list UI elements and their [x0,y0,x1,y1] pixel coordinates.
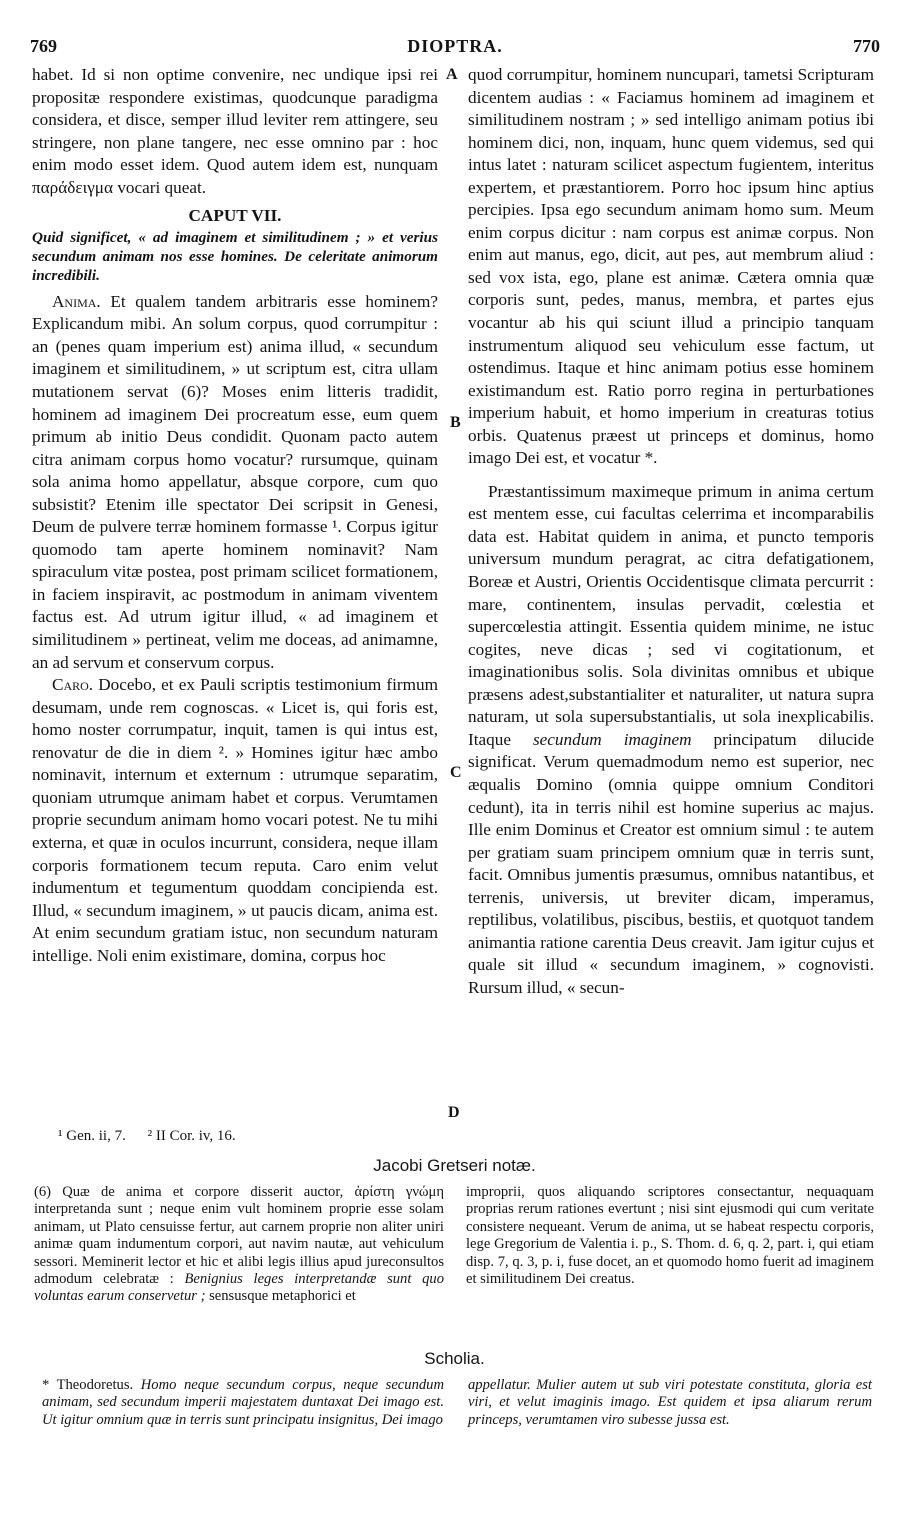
page-number-left: 769 [30,36,57,56]
scholia-right-text: appellatur. Mulier autem ut sub viri potestate constituta, gloria est viri, et velut imaginis imago. Est quidem et ipsa aliarum rerum princeps, verumtamen viro subesse jussa est. [468,1377,872,1428]
margin-letter-d: D [448,1104,460,1121]
notes-right-text: improprii, quos aliquando scriptores consectantur, nequaquam proprias rerum rationes evertunt ; nisi sint ejusmodi qui cum veritate consistere nequeant. Verum de anima, ut se habeat respectu corporis, lege Gregorium de Valentia i. p., S. Thom. d. 6, q. 2, part. i, qui etiam disp. 7, q. 3, p. i, fuse docet, an et quomodo homo fuerit ad imaginem et similitudinem Dei creatus. [466,1184,874,1288]
left-paragraph-1: habet. Id si non optime convenire, nec undique ipsi rei propositæ respondere existimas, quodcunque paradigma considera, et disce, semper illud leviter rem attingere, seu stringere, non plane tangere, nec esse omnino par : hoc enim modo esset idem. Quod autem idem est, nunquam παράδειγμα vocari queat. [32,65,438,197]
scholia-right-column [468,1377,872,1429]
right-column [468,64,874,999]
left-paragraph-3-text: Docebo, et ex Pauli scriptis testimonium firmum desumam, unde rem cognoscas. « Licet is, qui foris est, homo noster corrumpatur, inquit, tamen is qui intus est, renovatur de die in diem ². » Homines igitur hæc ambo nominavit, internum et externum : utrumque separatim, quoniam utrumque animam habet et corpus. Verumtamen proprie secundum animam homo vocari potest. Ne tu mihi externa, et quæ in oculos incurrunt, considera, neque illam corporis formationem tecum reputa. Caro enim velut indumentum et tegumentum quoddam concipienda est. Illud, « secundum imaginem, » ut paucis dicam, anima est. At enim secundum gratiam istuc, non secundum naturam intellige. Noli enim existimare, domina, corpus hoc [32,675,438,965]
notes-left-end: sensusque metaphorici et [205,1288,356,1305]
margin-letter-b: B [450,414,461,431]
scholia-left-body: Homo neque secundum corpus, neque secundum animam, sed secundum imperii majestatem duntaxat Dei imago est. Ut igitur omnium quæ in terris sunt principatu insignitus, Dei imago [42,1377,444,1428]
running-title: DIOPTRA. [407,36,503,56]
right-paragraph-2a: Præstantissimum maximeque primum in anima certum est mentem esse, cui facultas celerrima et incomparabilis data est. Habitat quidem in anima, et puncto temporis universum mundum peragrat, ac citra defatigationem, Boreæ et Austri, Orientis Occidentisque climata percurrit : mare, continentem, insulas pervadit, cœlestia et supercœlestia attingit. Essentia quidem minime, ne istuc cogites, neve dicas ; sed vi cogitationum, et imaginationibus solis. Sola divinitas omnibus et ubique præsens adest,substantialiter et naturaliter, ut natura supra naturam, ut sola supersubstantialis, ut sola inexplicabilis. Itaque [468,481,874,749]
left-column [32,64,438,967]
chapter-title: CAPUT VII. [188,206,282,226]
scholia-left-lead: * Theodoretus. [42,1377,141,1393]
notes-left-column [34,1184,444,1306]
right-paragraph-1: quod corrumpitur, hominem nuncupari, tametsi Scripturam dicentem audias : « Faciamus hominem ad imaginem et similitudinem nostram ; » sed intelligo animam potius ibi hominem dici, non, inquam, hunc quem videmus, sed qui intus latet : naturam scilicet aspectum fugientem, interitus expertem, et præstantiorem. Porro hoc ipsum hinc aptius percipies. Ipsa ego secundum animam homo sum. Meum enim corpus dicitur : nam corpus est animæ corpus. Non enim aut manus, ego, dicit, aut pes, aut membrum aliud : sed vox ista, ego, plane est animæ. Cætera omnia quæ corporis sunt, pedes, manus, membra, et partes ejus vocantur ab his qui sciunt illud a principio tanquam instrumentum aliquod seu vehiculum esse factum, ut ostendimus. Itaque et hinc animam potius esse hominem existimandum est. Ratio porro regina in perturbationes imperium habuit, et homo imperium in creaturas totius orbis. Quatenus præest ut princeps et dominus, homo imago Dei est, et vocatur *. [468,65,874,468]
right-paragraph-2 [468,481,874,1000]
chapter-subtitle: Quid significet, « ad imaginem et similitudinem ; » et verius secundum animam nos esse homines. De celeritate animorum incredibili. [32,228,438,284]
speaker-anima: Anima. [52,291,101,311]
notes-heading: Jacobi Gretseri notæ. [373,1156,536,1175]
right-paragraph-2-emphasis: secundum imaginem [532,729,692,749]
left-paragraph-3 [32,674,438,967]
left-paragraph-2-text: Et qualem tandem arbitraris esse hominem? Explicandum mibi. An solum corpus, quod corrumpitur : an (penes quam imperium est) anima illud, « secundum imaginem et similitudinem, » ut scriptum est, citra ullam mutationem servat (6)? Moses enim litteris tradidit, hominem ad imaginem Dei procreatum esse, eum quem primum ab initio Deus condidit. Quonam pacto autem citra animam corpus homo vocatur? rursumque, quinam sola anima homo appellatur, absque corpore, cum quo subsistit? Etenim ille spectator Dei scripsit in Genesi, Deum de pulvere terræ hominem formasse ¹. Corpus igitur quomodo tam aperte hominem nominavit? Nam spiraculum vitæ postea, post primam scilicet formationem, in faciem inspiravit, ac postmodum in animam viventem factus est. Ad utrum igitur illud, « ad imaginem et similitudinem » pertineat, velim me doceas, ad animamne, an ad servum et conservum corpus. [32,291,438,672]
margin-letter-c: C [450,764,462,781]
speaker-caro: Caro. [52,675,94,695]
footnotes [58,1128,254,1145]
notes-left-body: (6) Quæ de anima et corpore disserit auctor, ἀρίστη γνώμη interpretanda sunt ; neque enim vult hominem proprie esse solam animam, ut Plato censuisse fertur, aut carnem proprie non aliter uniri animæ quam indumentum corpori, aut navim nautæ, aut vehiculum sessori. Meminerit lector et hic et alibi legis illius apud jureconsultos admodum celebratæ : [34,1184,444,1288]
right-paragraph-2b: principatum dilucide significat. Verum quemadmodum nemo est superior, nec æqualis Domino (omnia quippe omnium Conditori cedunt), ita in terris nihil est homine superius ac majus. Ille enim Dominus et Creator est omnium simul : te autem per gratiam suam principem omnium quæ in terris sunt, facit. Omnibus jumentis præsumus, omnibus natantibus, et terrenis, universis, ut breviter dicam, imperamus, reptilibus, volatilibus, piscibus, bestiis, et quotquot tandem animantia ratione carentia Deus creavit. Jam igitur cujus et quale sit illud « secundum imaginem, » cognovisti. Rursum illud, « secun- [468,729,874,997]
left-paragraph-2 [32,291,438,674]
footnote-2: ² II Cor. iv, 16. [147,1128,236,1144]
notes-left-text [34,1184,444,1306]
footnote-1: ¹ Gen. ii, 7. [58,1128,126,1144]
margin-letter-a: A [446,66,458,83]
notes-right-column [466,1184,874,1288]
notes-left-emphasis: Benignius leges interpretandæ sunt quo voluntas earum conservetur ; [34,1271,444,1305]
page-header [30,36,880,64]
page-number-right: 770 [853,36,880,56]
scholia-left-column [42,1377,444,1429]
scholia-left-text [42,1377,444,1429]
scholia-heading: Scholia. [424,1349,485,1368]
